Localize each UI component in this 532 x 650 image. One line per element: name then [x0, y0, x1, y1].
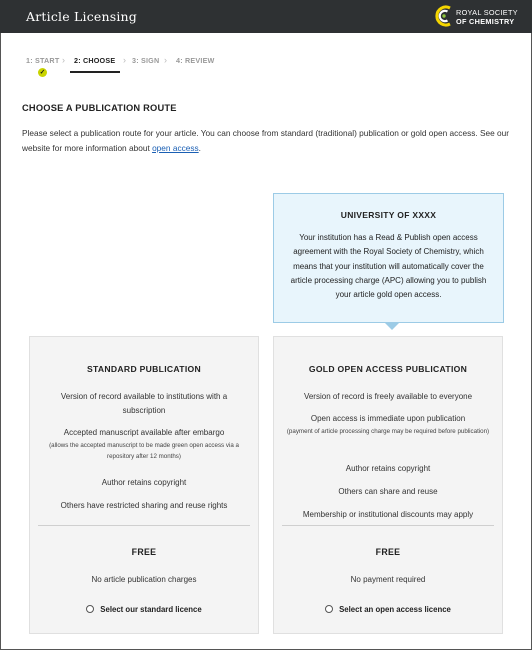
price-label: FREE — [375, 547, 401, 557]
rsc-logo-icon — [434, 5, 454, 27]
page-heading: CHOOSE A PUBLICATION ROUTE — [22, 103, 177, 113]
feature-item — [42, 390, 246, 418]
chevron-right-icon: › — [123, 55, 127, 65]
rsc-logo[interactable] — [434, 5, 524, 29]
feature-item — [42, 499, 246, 513]
step-label: 4: REVIEW — [176, 56, 215, 65]
institution-text: Your institution has a Read & Publish open access agreement with the Royal Society of Chemistry, which means that your institution will automatically cover the article processing charge (APC) allowing you to publish your article gold open access. — [290, 233, 487, 300]
step-sign[interactable] — [132, 55, 168, 65]
select-standard-licence-option[interactable] — [30, 605, 258, 614]
feature-item — [286, 390, 490, 404]
feature-item — [286, 508, 490, 522]
step-start[interactable] — [26, 55, 66, 65]
gold-open-access-card — [273, 336, 503, 634]
institution-title: UNIVERSITY OF XXXX — [340, 210, 437, 220]
step-choose[interactable] — [74, 55, 127, 65]
feature-note: (payment of article processing charge may be required before publication) — [286, 428, 490, 435]
radio-button[interactable] — [325, 605, 333, 613]
step-complete-check-icon: ✓ — [39, 69, 46, 76]
step-label: 2: CHOOSE — [74, 56, 116, 65]
feature-text: Author retains copyright — [345, 464, 431, 473]
feature-text: Open access is immediate upon publication — [310, 414, 466, 423]
feature-text: Others can share and reuse — [338, 487, 438, 496]
chevron-right-icon: › — [164, 55, 168, 65]
info-pointer-arrow — [384, 322, 400, 330]
feature-item — [42, 426, 246, 462]
card-divider — [282, 525, 494, 526]
app-title: Article Licensing — [26, 9, 138, 24]
intro-text-end: . — [198, 143, 201, 153]
price-note: No article publication charges — [91, 575, 197, 584]
logo-line-2: OF CHEMISTRY — [456, 17, 515, 26]
step-label: 1: START — [26, 56, 60, 65]
intro-text-part: Please select a publication route for your article. You can choose from standard (traditional) publication or gold open access. See our website for more information about — [22, 128, 510, 153]
step-review[interactable] — [176, 56, 215, 65]
feature-text: Others have restricted sharing and reuse rights — [60, 501, 228, 510]
radio-label: Select an open access licence — [339, 605, 451, 614]
feature-text: Version of record is freely available to everyone — [303, 392, 473, 401]
price-label: FREE — [131, 547, 157, 557]
radio-label: Select our standard licence — [100, 605, 202, 614]
feature-item — [286, 485, 490, 499]
feature-item — [286, 462, 490, 476]
logo-line-1: ROYAL SOCIETY — [456, 8, 518, 17]
price-note: No payment required — [350, 575, 426, 584]
feature-text: Version of record available to institutions with a subscription — [60, 392, 228, 415]
open-access-link[interactable]: open access — [152, 143, 199, 153]
feature-text: Author retains copyright — [101, 478, 187, 487]
top-bar — [0, 0, 532, 33]
feature-text: Membership or institutional discounts may apply — [302, 510, 474, 519]
chevron-right-icon: › — [62, 55, 66, 65]
intro-text — [22, 126, 512, 156]
feature-note: (allows the accepted manuscript to be made green open access via a repository after 12 months) — [49, 442, 239, 460]
radio-button[interactable] — [86, 605, 94, 613]
feature-item — [286, 412, 490, 437]
card-title: STANDARD PUBLICATION — [86, 364, 202, 374]
feature-item — [42, 476, 246, 490]
active-step-underline — [70, 71, 120, 73]
select-open-access-licence-option[interactable] — [274, 605, 502, 614]
standard-publication-card — [29, 336, 259, 634]
feature-text: Accepted manuscript available after embargo — [63, 428, 225, 437]
institution-info-box — [273, 193, 504, 323]
card-divider — [38, 525, 250, 526]
card-title: GOLD OPEN ACCESS PUBLICATION — [308, 364, 468, 374]
step-label: 3: SIGN — [132, 56, 160, 65]
